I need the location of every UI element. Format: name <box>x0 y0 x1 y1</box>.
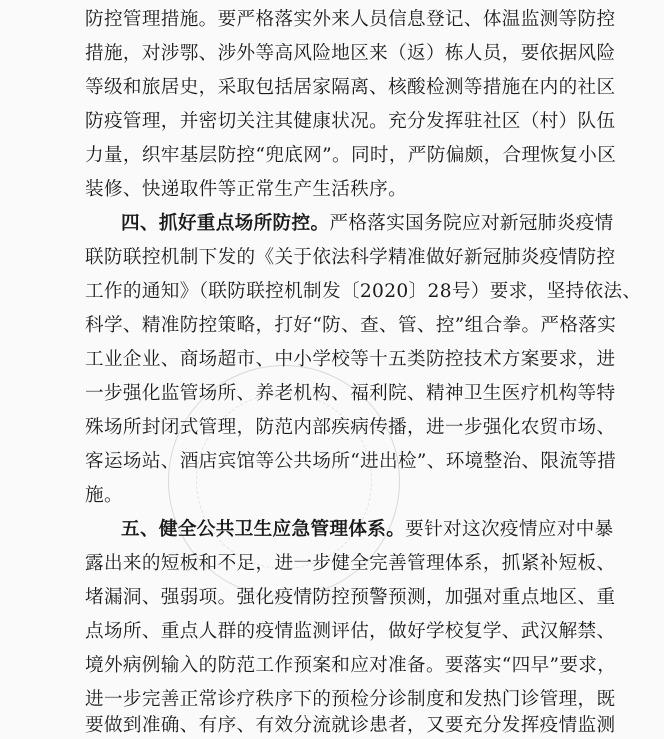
line-text: 点场所、重点人群的疫情监测评估，做好学校复学、武汉解禁、 <box>85 621 616 642</box>
line-text: 力量，织牢基层防控“兜底网”。同时，严防偏颇，合理恢复小区 <box>85 145 617 166</box>
line-text: 殊场所封闭式管理，防范内部疾病传播，进一步强化农贸市场、 <box>85 417 616 438</box>
section-four-heading: 四、抓好重点场所防控。 <box>121 213 330 234</box>
line-text: 措施，对涉鄂、涉外等高风险地区来（返）栋人员，要依据风险 <box>85 43 616 64</box>
line-text: 科学、精准防控策略，打好“防、查、管、控”组合拳。严格落实 <box>85 315 617 336</box>
line-text: 要做到准确、有序、有效分流就诊患者，又要充分发挥疫情监测 <box>85 715 616 736</box>
line-text: 堵漏洞、强弱项。强化疫情防控预警预测，加强对重点地区、重 <box>85 587 616 608</box>
line-text: 工业企业、商场超市、中小学校等十五类防控技术方案要求，进 <box>85 349 616 370</box>
line-text: 露出来的短板和不足，进一步健全完善管理体系，抓紧补短板、 <box>85 553 616 574</box>
line-text: 客运场站、酒店宾馆等公共场所“进出检”、环境整治、限流等措 <box>85 451 617 472</box>
text-line <box>85 706 616 739</box>
line-text: 严格落实国务院应对新冠肺炎疫情 <box>329 213 614 234</box>
line-text: 装修、快递取件等正常生产生活秩序。 <box>85 179 408 200</box>
line-text: 进一步完善正常诊疗秩序下的预检分诊制度和发热门诊管理，既 <box>85 689 616 710</box>
line-text: 境外病例输入的防范工作预案和应对准备。要落实“四早”要求， <box>85 655 617 676</box>
line-text: 施。 <box>85 485 123 506</box>
line-text: 防控管理措施。要严格落实外来人员信息登记、体温监测等防控 <box>85 9 616 30</box>
line-text: 一步强化监管场所、养老机构、福利院、精神卫生医疗机构等特 <box>85 383 616 404</box>
line-text: 联防联控机制下发的《关于依法科学精准做好新冠肺炎疫情防控 <box>85 247 616 268</box>
line-text: 防疫管理，并密切关注其健康状况。充分发挥驻社区（村）队伍 <box>85 111 616 132</box>
section-five-heading: 五、健全公共卫生应急管理体系。 <box>121 519 406 540</box>
line-text: 要针对这次疫情应对中暴 <box>405 519 614 540</box>
line-text: 等级和旅居史，采取包括居家隔离、核酸检测等措施在内的社区 <box>85 77 616 98</box>
line-text: 工作的通知》（联防联控机制发〔2020〕28号）要求，坚持依法、 <box>85 281 642 302</box>
